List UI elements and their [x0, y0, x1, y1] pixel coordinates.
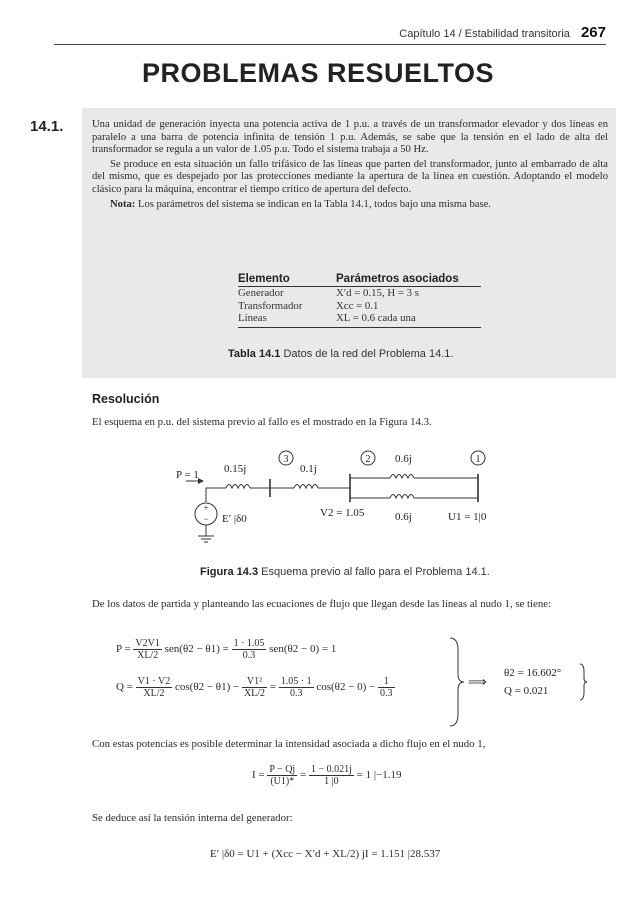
- fraction: [267, 764, 297, 787]
- resolution-intro: El esquema en p.u. del sistema previo al fallo es el mostrado en la Figura 14.3.: [92, 416, 432, 428]
- figure-caption-text: Esquema previo al fallo para el Problema 14.1.: [261, 566, 490, 578]
- resolution-heading: Resolución: [92, 392, 160, 406]
- theta-result: θ2 = 16.602°: [504, 667, 562, 679]
- fraction-denominator: 0.3: [380, 688, 393, 699]
- equation-p: [116, 638, 336, 661]
- flow-intro: De los datos de partida y planteando las ecuaciones de flujo que llegan desde las líneas al nudo 1, se tiene:: [92, 598, 552, 610]
- problem-paragraph-2: Se produce en esta situación un fallo trifásico de las líneas que parten del transformador, junto al embarrado de alta del mismo, que es despejado por las protecciones mediante la apertura de la línea en cuestión. Adoptando el modelo clásico para la máquina, encontrar el tiempo crítico de apertura del defecto.: [92, 158, 608, 195]
- table-row: [238, 300, 481, 313]
- line-bottom-coil: [390, 495, 414, 499]
- table-header-params: Parámetros asociados: [336, 272, 481, 287]
- generator-emf-label: E′ |δ0: [222, 513, 247, 525]
- table-cell: X′d = 0.15, H = 3 s: [336, 287, 419, 299]
- line-top-coil: [390, 475, 414, 479]
- running-header: [399, 24, 606, 41]
- generator-minus: −: [203, 514, 209, 524]
- generator-reactance-coil: [226, 485, 250, 489]
- problem-number: 14.1.: [30, 118, 64, 135]
- fraction-denominator: 0.3: [289, 688, 303, 699]
- parameters-table-wrap: [238, 272, 481, 328]
- u1-label: U1 = 1|0: [448, 511, 487, 523]
- table-caption-label: Tabla 14.1: [228, 348, 281, 360]
- line-top-label: 0.6j: [395, 453, 412, 465]
- equation-system-bracket: [448, 636, 598, 728]
- fraction: [279, 676, 314, 699]
- problem-note: [92, 199, 608, 212]
- table-cell: Xcc = 0.1: [336, 299, 379, 312]
- table-cell: Transformador: [238, 299, 303, 312]
- fraction-denominator: 1 |0: [324, 776, 339, 787]
- eq-q-equals: =: [269, 681, 277, 694]
- fraction: [133, 638, 161, 661]
- generator-plus: +: [203, 503, 209, 513]
- eq-p-lhs: P =: [116, 643, 131, 656]
- page-title: PROBLEMAS RESUELTOS: [141, 58, 495, 88]
- fraction: [232, 638, 267, 661]
- table-cell: XL = 0.6 cada una: [336, 312, 481, 327]
- circuit-diagram: [170, 444, 500, 556]
- fraction-numerator: V1²: [242, 676, 267, 688]
- eq-q-lhs: Q =: [116, 681, 133, 694]
- eq-q-mid2: cos(θ2 − 0) −: [316, 681, 376, 694]
- transformer-reactance-label: 0.1j: [300, 463, 317, 475]
- current-intro: Con estas potencias es posible determinar la intensidad asociada a dicho flujo en el nudo 1,: [92, 738, 486, 750]
- generator-reactance-label: 0.15j: [224, 463, 247, 475]
- v2-label: V2 = 1.05: [320, 507, 365, 519]
- page-number: 267: [580, 24, 606, 41]
- fraction: [242, 676, 267, 699]
- equation-current: [252, 764, 401, 787]
- fraction: [309, 764, 354, 787]
- node-2-label: 2: [365, 454, 371, 465]
- voltage-intro: Se deduce así la tensión interna del generador:: [92, 812, 293, 824]
- fraction: [378, 676, 395, 699]
- eq-current-equals: =: [299, 769, 307, 782]
- figure-caption-label: Figura 14.3: [200, 566, 259, 578]
- table-row: [238, 312, 481, 327]
- implies-arrow: ⟹: [468, 674, 487, 689]
- fraction-numerator: 1: [378, 676, 395, 688]
- equation-q: [116, 676, 395, 699]
- figure-caption: [200, 566, 490, 578]
- right-brace: [450, 638, 464, 726]
- fraction-denominator: XL/2: [143, 688, 165, 699]
- fraction-numerator: 1.05 · 1: [280, 676, 312, 687]
- q-result: Q = 0.021: [504, 685, 549, 697]
- node-1-label: 1: [475, 454, 481, 465]
- header-rule: [54, 44, 606, 45]
- note-label: Nota:: [110, 198, 136, 210]
- fraction-denominator: XL/2: [243, 688, 266, 699]
- eq-p-mid2: sen(θ2 − 0) = 1: [269, 643, 337, 656]
- eq-current-result: = 1 |−1.19: [356, 769, 402, 782]
- table-cell: Líneas: [238, 312, 336, 327]
- table-caption: [228, 348, 453, 360]
- fraction-numerator: 1 · 1.05: [233, 638, 265, 649]
- node-3-label: 3: [283, 454, 289, 465]
- fraction-numerator: V1 · V2: [137, 676, 171, 687]
- problem-statement: [92, 119, 608, 211]
- power-label: P = 1: [176, 469, 199, 481]
- table-row: [238, 287, 481, 300]
- result-brace: [580, 664, 587, 700]
- fraction-denominator: XL/2: [137, 650, 159, 661]
- problem-paragraph-1: Una unidad de generación inyecta una potencia activa de 1 p.u. a través de un transformador elevador y dos líneas en paralelo a una barra de potencia infinita de tensión 1 p.u. Además, se sabe que la tensión en el lado de alta del transformador se regula a un valor de 1.05 p.u. Todo el sistema trabaja a 50 Hz.: [92, 119, 608, 156]
- parameters-table: [238, 272, 481, 328]
- eq-p-mid: sen(θ2 − θ1) =: [164, 643, 229, 656]
- fraction-numerator: 1 − 0.021j: [310, 764, 352, 775]
- table-header-row: [238, 272, 481, 287]
- eq-current-lhs: I =: [252, 769, 265, 782]
- running-title: Capítulo 14 / Estabilidad transitoria: [399, 28, 570, 40]
- fraction-denominator: (U1)*: [270, 776, 295, 787]
- equation-voltage: E′ |δ0 = U1 + (Xcc − X′d + XL/2) jI = 1.151 |28.537: [210, 848, 441, 860]
- fraction-denominator: 0.3: [242, 650, 256, 661]
- transformer-reactance-coil: [294, 485, 318, 489]
- note-text: Los parámetros del sistema se indican en la Tabla 14.1, todos bajo una misma base.: [137, 198, 491, 210]
- table-cell: Generador: [238, 287, 284, 299]
- eq-q-mid: cos(θ2 − θ1) −: [175, 681, 240, 694]
- table-header-element: Elemento: [238, 272, 336, 287]
- line-bottom-label: 0.6j: [395, 511, 412, 523]
- fraction-numerator: P − Qj: [269, 764, 296, 775]
- table-caption-text: Datos de la red del Problema 14.1.: [283, 348, 454, 360]
- fraction: [136, 676, 173, 699]
- fraction-numerator: V2V1: [135, 638, 160, 649]
